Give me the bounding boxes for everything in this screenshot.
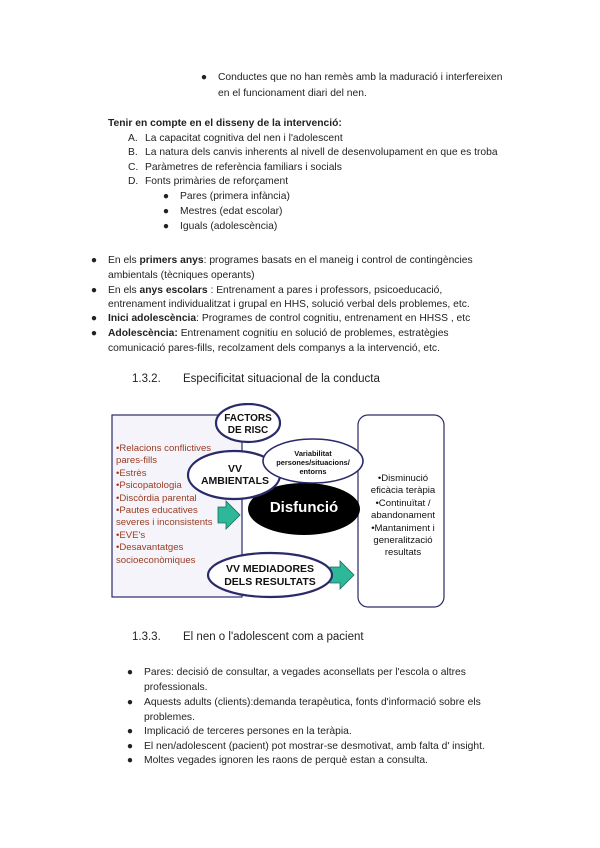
bullet-icon: ● [162,191,170,202]
patient-item: Moltes vegades ignoren les raons de perquè estan a consulta. [144,755,428,766]
age-item-cont: comunicació pares-fills, recolzament dels companys a la intervenció, etc. [108,343,440,354]
sub-item: Pares (primera infància) [180,191,290,202]
bullet-icon: ● [126,755,134,766]
sub-item: Mestres (edat escolar) [180,206,283,217]
text-line: en el funcionament diari del nen. [218,88,367,99]
list-item: Paràmetres de referència familiars i socials [145,162,342,173]
bullet-icon: ● [126,697,134,708]
bullet-icon: ● [162,221,170,232]
risk-item: •Discòrdia parental [116,492,197,504]
age-item-cont: ambientals (tècniques operants) [108,270,255,281]
patient-item-cont: problemes. [144,712,195,723]
list-item: La natura dels canvis inherents al nivell de desenvolupament en que es troba [145,147,498,158]
bullet-icon: ● [90,255,98,266]
section-number: 1.3.2. [132,373,161,385]
patient-item: Pares: decisió de consultar, a vegades aconsellats per l'escola o altres [144,667,466,678]
list-item: Fonts primàries de reforçament [145,176,289,187]
risk-item: •Estrès [116,467,147,479]
patient-item: Implicació de terceres persones en la teràpia. [144,726,352,737]
text-line: Conductes que no han remès amb la maduració i interfereixen [218,72,503,83]
bullet-icon: ● [126,726,134,737]
ambientals-label: VV AMBIENTALS [200,463,270,487]
risk-item: •Relacions conflictives [116,443,212,454]
section-number: 1.3.3. [132,631,161,643]
design-heading: Tenir en compte en el disseny de la intervenció: [108,118,342,129]
section-title: Especificitat situacional de la conducta [183,373,380,385]
age-item: En els anys escolars : Entrenament a pares i professors, psicoeducació, [108,285,443,296]
bullet-icon: ● [162,206,170,217]
patient-item: El nen/adolescent (pacient) pot mostrar-se desmotivat, amb falta d' insight. [144,741,485,752]
list-item: La capacitat cognitiva del nen i l'adolescent [145,133,343,144]
bullet-icon: ● [90,313,98,324]
risk-item: severes i inconsistents [116,517,213,529]
age-item: Adolescència: Entrenament cognitiu en solució de problemes, estratègies [108,328,449,339]
age-item: En els primers anys: programes basats en el maneig i control de contingències [108,255,473,266]
bullet-icon: ● [126,741,134,752]
patient-item-cont: professionals. [144,682,208,693]
age-item-cont: entrenament individualitzat i grupal en HHS, solució verbal dels problemes, etc. [108,299,470,310]
risk-item: socioeconòmiques [116,554,196,566]
list-marker: A. [128,133,138,144]
list-marker: B. [128,147,138,158]
arrow-icon [330,561,354,589]
risk-item: •Desavantatges [116,542,184,554]
list-marker: C. [128,162,139,173]
factors-label: FACTORS DE RISC [224,413,272,436]
risk-item: pares-fills [116,455,158,467]
outcomes-list: •Disminució eficàcia teràpia •Continuïtat / abandonament •Mantaniment i generalització resultats [370,473,436,559]
patient-item: Aquests adults (clients):demanda terapèutica, fonts d'informació sobre els [144,697,481,708]
risk-item: •EVE's [116,529,146,541]
risk-item: •Pautes educatives [116,505,198,517]
list-marker: D. [128,176,139,187]
variabilitat-label: Variabilitat persones/situacions/ entorns [276,449,350,476]
risk-factors-diagram [108,403,448,613]
sub-item: Iguals (adolescència) [180,221,278,232]
risk-list [116,443,213,567]
age-item: Inici adolescència: Programes de control cognitiu, entrenament en HHSS , etc [108,313,471,324]
bullet-icon: ● [90,328,98,339]
bullet-icon: ● [200,72,208,83]
section-title: El nen o l'adolescent com a pacient [183,631,364,643]
mediadores-label: VV MEDIADORES DELS RESULTATS [224,563,316,588]
disfuncio-label: Disfunció [269,499,339,516]
risk-item: •Psicopatologia [116,480,182,492]
bullet-icon: ● [90,285,98,296]
bullet-icon: ● [126,667,134,678]
